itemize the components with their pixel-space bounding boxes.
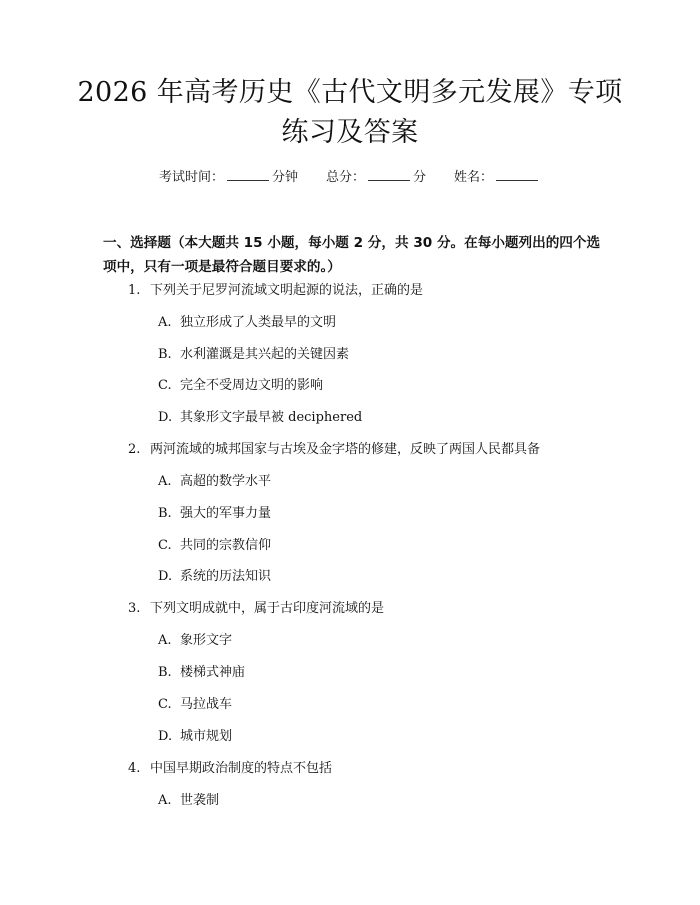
title-line-2: 练习及答案 xyxy=(281,117,419,148)
exam-time-label: 考试时间： xyxy=(158,170,224,185)
total-score-blank xyxy=(368,168,410,181)
option-text: 完全不受周边文明的影响 xyxy=(180,378,324,393)
question-number: 2. xyxy=(128,442,141,457)
question-3-option-a[interactable] xyxy=(158,631,232,651)
option-text: 城市规划 xyxy=(180,729,233,744)
option-letter: C. xyxy=(158,538,172,553)
option-text: 共同的宗教信仰 xyxy=(180,538,272,553)
total-score-field xyxy=(326,170,426,185)
question-number: 4. xyxy=(128,761,141,776)
question-text: 下列文明成就中，属于古印度河流域的是 xyxy=(150,601,385,616)
option-letter: B. xyxy=(158,665,172,680)
option-text: 高超的数学水平 xyxy=(180,474,272,489)
option-letter: A. xyxy=(158,793,172,808)
question-text: 下列关于尼罗河流域文明起源的说法，正确的是 xyxy=(150,283,424,298)
total-score-label: 总分： xyxy=(325,170,365,185)
option-text: 象形文字 xyxy=(180,633,233,648)
question-2-option-c[interactable] xyxy=(158,536,271,556)
question-1-option-c[interactable] xyxy=(158,376,323,396)
exam-time-field xyxy=(159,170,298,185)
question-1-option-a[interactable] xyxy=(158,313,336,333)
exam-info-row xyxy=(0,168,700,188)
option-text: 世袭制 xyxy=(180,793,220,808)
question-1-stem xyxy=(128,281,423,301)
option-text: 马拉战车 xyxy=(180,697,233,712)
question-1-option-d[interactable] xyxy=(158,408,362,428)
question-2-option-d[interactable] xyxy=(158,567,271,587)
question-2-option-a[interactable] xyxy=(158,472,271,492)
option-letter: D. xyxy=(158,569,173,584)
question-3-option-c[interactable] xyxy=(158,695,232,715)
name-blank xyxy=(496,168,538,181)
name-field xyxy=(454,170,541,185)
option-letter: D. xyxy=(158,729,173,744)
question-2-option-b[interactable] xyxy=(158,504,271,524)
option-letter: C. xyxy=(158,378,172,393)
question-2-stem xyxy=(128,440,540,460)
option-letter: B. xyxy=(158,506,172,521)
question-1-option-b[interactable] xyxy=(158,345,349,365)
option-letter: A. xyxy=(158,633,172,648)
section-heading: 一、选择题（本大题共 15 小题，每小题 2 分，共 30 分。在每小题列出的四个选项中，只有一项是最符合题目要求的。） xyxy=(103,235,601,275)
question-text: 两河流域的城邦国家与古埃及金字塔的修建，反映了两国人民都具备 xyxy=(150,442,541,457)
question-3-stem xyxy=(128,599,384,619)
exam-time-unit: 分钟 xyxy=(271,170,298,185)
option-text: 系统的历法知识 xyxy=(180,569,272,584)
title-line-1: 2026 年高考历史《古代文明多元发展》专项 xyxy=(77,77,623,108)
option-text: 其象形文字最早被 deciphered xyxy=(180,410,363,425)
question-number: 3. xyxy=(128,601,141,616)
question-3-option-d[interactable] xyxy=(158,727,232,747)
name-label: 姓名： xyxy=(454,170,494,185)
question-4-option-a[interactable] xyxy=(158,791,219,811)
option-letter: C. xyxy=(158,697,172,712)
question-number: 1. xyxy=(128,283,141,298)
option-text: 水利灌溉是其兴起的关键因素 xyxy=(180,347,350,362)
option-letter: A. xyxy=(158,315,172,330)
option-text: 楼梯式神庙 xyxy=(180,665,246,680)
option-letter: B. xyxy=(158,347,172,362)
total-score-unit: 分 xyxy=(413,170,427,185)
option-letter: D. xyxy=(158,410,173,425)
option-text: 强大的军事力量 xyxy=(180,506,272,521)
question-3-option-b[interactable] xyxy=(158,663,245,683)
exam-time-blank xyxy=(227,168,269,181)
option-text: 独立形成了人类最早的文明 xyxy=(180,315,337,330)
question-text: 中国早期政治制度的特点不包括 xyxy=(150,761,333,776)
page-title xyxy=(0,73,700,153)
question-4-stem xyxy=(128,759,332,779)
option-letter: A. xyxy=(158,474,172,489)
